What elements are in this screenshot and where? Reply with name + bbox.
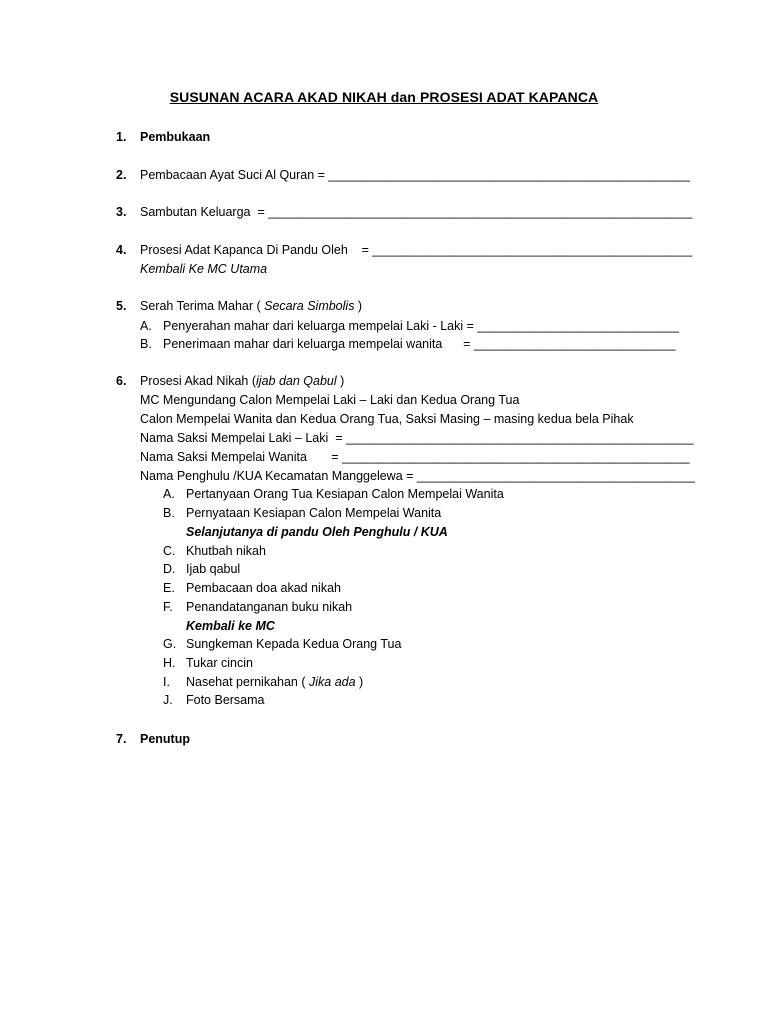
step-letter: G. <box>163 637 177 651</box>
penghulu-field: Nama Penghulu /KUA Kecamatan Manggelewa = ________________________________________ <box>140 469 695 483</box>
step-item: Sungkeman Kepada Kedua Orang Tua <box>186 637 402 651</box>
step-letter: D. <box>163 562 176 576</box>
akad-line: MC Mengundang Calon Mempelai Laki – Laki dan Kedua Orang Tua <box>140 393 520 407</box>
item-serah-terima-mahar: Serah Terima Mahar ( Secara Simbolis ) <box>140 299 363 313</box>
step-item: Pertanyaan Orang Tua Kesiapan Calon Mempelai Wanita <box>186 487 504 501</box>
item-number: 2. <box>116 168 127 182</box>
step-letter: C. <box>163 544 176 558</box>
step-letter: F. <box>163 600 173 614</box>
step-item: Nasehat pernikahan ( Jika ada ) <box>186 675 364 689</box>
mahar-penerimaan: Penerimaan mahar dari keluarga mempelai wanita = _____________________________ <box>163 337 676 351</box>
item-number: 5. <box>116 299 127 313</box>
step-letter: A. <box>163 487 175 501</box>
mahar-penyerahan: Penyerahan mahar dari keluarga mempelai Laki - Laki = _____________________________ <box>163 319 680 333</box>
item-number: 3. <box>116 205 127 219</box>
sub-letter: B. <box>140 337 152 351</box>
step-item: Tukar cincin <box>186 656 253 670</box>
step-note: Kembali ke MC <box>186 619 275 633</box>
item-ayat-suci: Pembacaan Ayat Suci Al Quran = ____________________________________________________ <box>140 168 690 182</box>
item-pembukaan: Pembukaan <box>140 130 211 144</box>
item-sambutan: Sambutan Keluarga = _____________________________________________________________ <box>140 205 693 219</box>
step-letter: J. <box>163 693 173 707</box>
item-number: 6. <box>116 374 127 388</box>
document-title: SUSUNAN ACARA AKAD NIKAH dan PROSESI ADAT KAPANCA <box>169 89 599 105</box>
akad-line: Calon Mempelai Wanita dan Kedua Orang Tua, Saksi Masing – masing kedua bela Pihak <box>140 412 634 426</box>
item-number: 4. <box>116 243 127 257</box>
step-item: Khutbah nikah <box>186 544 266 558</box>
step-letter: I. <box>163 675 170 689</box>
step-item: Penandatanganan buku nikah <box>186 600 353 614</box>
step-item: Pembacaan doa akad nikah <box>186 581 341 595</box>
item-penutup: Penutup <box>140 732 190 746</box>
item-number: 1. <box>116 130 127 144</box>
step-item: Foto Bersama <box>186 693 265 707</box>
step-item: Pernyataan Kesiapan Calon Mempelai Wanita <box>186 506 442 520</box>
saksi-wanita-field: Nama Saksi Mempelai Wanita = __________________________________________________ <box>140 450 690 464</box>
saksi-laki-field: Nama Saksi Mempelai Laki – Laki = __________________________________________________ <box>140 431 694 445</box>
step-item: Ijab qabul <box>186 562 241 576</box>
step-letter: E. <box>163 581 175 595</box>
step-letter: B. <box>163 506 175 520</box>
step-note: Selanjutanya di pandu Oleh Penghulu / KUA <box>186 525 448 539</box>
item-number: 7. <box>116 732 127 746</box>
note-kembali-mc-utama: Kembali Ke MC Utama <box>140 262 268 276</box>
step-letter: H. <box>163 656 176 670</box>
item-prosesi-akad: Prosesi Akad Nikah (ijab dan Qabul ) <box>140 374 345 388</box>
item-prosesi-adat: Prosesi Adat Kapanca Di Pandu Oleh = ______________________________________________ <box>140 243 693 257</box>
sub-letter: A. <box>140 319 152 333</box>
